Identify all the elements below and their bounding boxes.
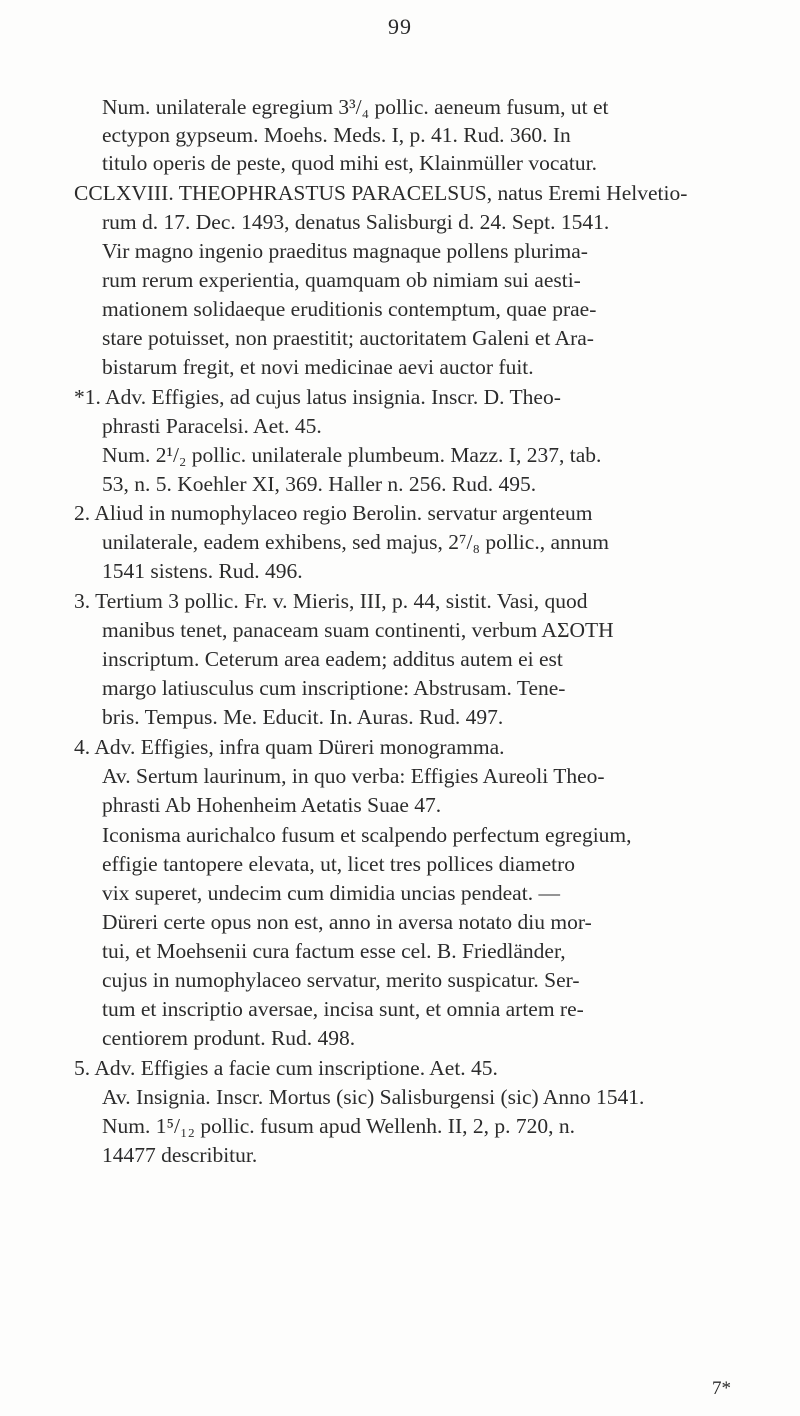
entry-heading: CCLXVIII. THEOPHRASTUS PARACELSUS, natus Eremi Helvetio- bbox=[74, 181, 688, 205]
text-line: bris. Tempus. Me. Educit. In. Auras. Rud. 497. bbox=[102, 705, 504, 729]
text-line: rum rerum experientia, quamquam ob nimiam sui aesti- bbox=[102, 268, 581, 292]
item-4: 4. Adv. Effigies, infra quam Düreri monogramma. bbox=[74, 735, 505, 759]
text-line: mationem solidaeque eruditionis contemptum, quae prae- bbox=[102, 297, 597, 321]
text-line: Av. Sertum laurinum, in quo verba: Effigies Aureoli Theo- bbox=[102, 764, 605, 788]
text-line: 14477 describitur. bbox=[102, 1143, 258, 1167]
text-line: manibus tenet, panaceam suam continenti, verbum AΣOTH bbox=[102, 618, 614, 642]
text-line: cujus in numophylaceo servatur, merito suspicatur. Ser- bbox=[102, 968, 580, 992]
text-line: centiorem produnt. Rud. 498. bbox=[102, 1026, 356, 1050]
text-line: unilaterale, eadem exhibens, sed majus, 2⁷/₈ pollic., annum bbox=[102, 530, 609, 554]
page-number: 99 bbox=[388, 14, 412, 39]
item-5: 5. Adv. Effigies a facie cum inscriptione. Aet. 45. bbox=[74, 1056, 498, 1080]
text-line: 1541 sistens. Rud. 496. bbox=[102, 559, 303, 583]
text-line: phrasti Paracelsi. Aet. 45. bbox=[102, 414, 322, 438]
text-line: tui, et Moehsenii cura factum esse cel. B. Friedländer, bbox=[102, 939, 566, 963]
item-3: 3. Tertium 3 pollic. Fr. v. Mieris, III, p. 44, sistit. Vasi, quod bbox=[74, 589, 588, 613]
text-line: vix superet, undecim cum dimidia uncias pendeat. — bbox=[102, 881, 560, 905]
text-line: rum d. 17. Dec. 1493, denatus Salisburgi d. 24. Sept. 1541. bbox=[102, 210, 610, 234]
text-line: bistarum fregit, et novi medicinae aevi auctor fuit. bbox=[102, 355, 534, 379]
text-line: Iconisma aurichalco fusum et scalpendo perfectum egregium, bbox=[102, 823, 632, 847]
text-line: stare potuisset, non praestitit; auctoritatem Galeni et Ara- bbox=[102, 326, 594, 350]
text-line: effigie tantopere elevata, ut, licet tres pollices diametro bbox=[102, 852, 575, 876]
text-line: titulo operis de peste, quod mihi est, Klainmüller vocatur. bbox=[102, 151, 598, 175]
text-line: ectypon gypseum. Moehs. Meds. I, p. 41. Rud. 360. In bbox=[102, 123, 571, 147]
text-line: tum et inscriptio aversae, incisa sunt, et omnia artem re- bbox=[102, 997, 584, 1021]
item-1: *1. Adv. Effigies, ad cujus latus insignia. Inscr. D. Theo- bbox=[74, 385, 561, 409]
signature-mark: 7* bbox=[712, 1378, 731, 1399]
text-line: phrasti Ab Hohenheim Aetatis Suae 47. bbox=[102, 793, 442, 817]
text-line: Num. 1⁵/₁₂ pollic. fusum apud Wellenh. II, 2, p. 720, n. bbox=[102, 1114, 575, 1138]
text-line: inscriptum. Ceterum area eadem; additus autem ei est bbox=[102, 647, 563, 671]
text-line: Av. Insignia. Inscr. Mortus (sic) Salisburgensi (sic) Anno 1541. bbox=[102, 1085, 645, 1109]
item-2: 2. Aliud in numophylaceo regio Berolin. servatur argenteum bbox=[74, 501, 593, 525]
text-line: margo latiusculus cum inscriptione: Abstrusam. Tene- bbox=[102, 676, 566, 700]
text-line: 53, n. 5. Koehler XI, 369. Haller n. 256. Rud. 495. bbox=[102, 472, 537, 496]
text-line: Num. 2¹/₂ pollic. unilaterale plumbeum. Mazz. I, 237, tab. bbox=[102, 443, 602, 467]
text-line: Num. unilaterale egregium 3³/₄ pollic. aeneum fusum, ut et bbox=[102, 95, 609, 119]
text-line: Vir magno ingenio praeditus magnaque pollens plurima- bbox=[102, 239, 588, 263]
text-line: Düreri certe opus non est, anno in aversa notato diu mor- bbox=[102, 910, 592, 934]
